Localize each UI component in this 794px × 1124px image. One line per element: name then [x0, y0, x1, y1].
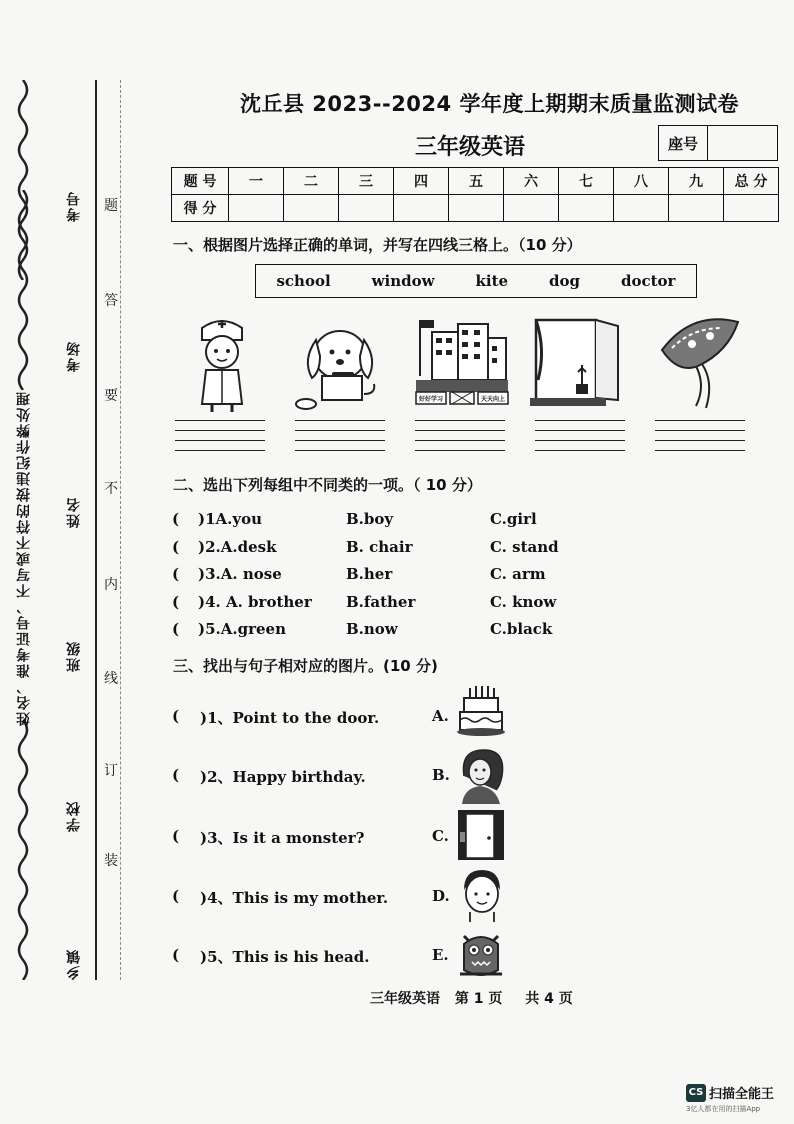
score-header-cell: 一: [229, 168, 284, 195]
score-table-score-row: [172, 195, 779, 222]
match-sentence: )2、Happy birthday.: [200, 768, 366, 786]
answer-paren[interactable]: (: [172, 766, 180, 784]
match-sentence: )4、This is my mother.: [200, 889, 389, 907]
match-sentence: )5、This is his head.: [200, 948, 370, 966]
score-header-cell: 九: [669, 168, 724, 195]
score-row-label: 得 分: [172, 195, 229, 222]
score-cell[interactable]: [559, 195, 614, 222]
score-table-header-row: [172, 168, 779, 195]
answer-paren[interactable]: (: [172, 565, 180, 583]
dog-picture: [292, 310, 392, 415]
footer-total: 共 4 页: [525, 991, 573, 1007]
answer-paren[interactable]: (: [172, 827, 180, 845]
question-option-c: C. stand: [490, 538, 559, 556]
exam-title: 沈丘县 2023--2024 学年度上期期末质量监测试卷: [240, 92, 739, 116]
seal-word-1: 装: [104, 853, 118, 869]
seat-number-label: 座号: [659, 126, 708, 160]
question-option-b: B.boy: [346, 510, 394, 528]
match-option-label: E.: [432, 946, 449, 964]
seal-word-4: 内: [104, 577, 118, 593]
field-label-name: 姓名: [66, 496, 82, 528]
score-cell[interactable]: [394, 195, 449, 222]
seal-word-3: 线: [104, 671, 118, 687]
answer-paren[interactable]: (: [172, 593, 180, 611]
school-sign-right: 天天向上: [480, 396, 506, 403]
match-option-label: A.: [432, 707, 449, 725]
wavy-border-bottom: [12, 720, 34, 980]
seal-word-7: 答: [104, 293, 118, 309]
field-label-class: 班级: [66, 640, 82, 672]
binding-dashed-line: [120, 80, 121, 980]
scanner-watermark: [686, 1082, 774, 1114]
seat-number-field[interactable]: [708, 126, 777, 160]
writing-lines-1[interactable]: [175, 420, 265, 460]
score-cell[interactable]: [724, 195, 779, 222]
door-picture: [456, 806, 506, 864]
question-option-a: )4. A. brother: [198, 593, 312, 611]
question-option-b: B.now: [346, 620, 398, 638]
window-picture: [522, 310, 622, 415]
section-1-heading: 一、根据图片选择正确的单词，并写在四线三格上。（10 分）: [173, 236, 582, 254]
birthday-cake-picture: [456, 684, 506, 742]
section-2-heading: 二、选出下列每组中不同类的一项。（ 10 分）: [173, 476, 482, 494]
score-cell[interactable]: [614, 195, 669, 222]
score-header-cell: 三: [339, 168, 394, 195]
watermark-tagline: 3亿人都在用的扫描App: [686, 1105, 761, 1113]
footer-subject: 三年级英语: [370, 991, 440, 1007]
question-option-c: C. arm: [490, 565, 546, 583]
answer-paren[interactable]: (: [172, 707, 180, 725]
word-bank-item: dog: [549, 272, 581, 290]
field-label-exam-number: 考号: [66, 190, 82, 222]
word-bank-item: school: [276, 272, 331, 290]
answer-paren[interactable]: (: [172, 887, 180, 905]
school-sign-left: 好好学习: [418, 396, 444, 403]
question-option-a: )5.A.green: [198, 620, 287, 638]
section-3-heading: 三、找出与句子相对应的图片。(10 分): [173, 657, 438, 675]
score-cell[interactable]: [449, 195, 504, 222]
wavy-border-mid: [12, 190, 34, 390]
seal-word-5: 不: [104, 481, 118, 497]
binding-notice: 姓名、准考证号、不写或不符的按违纪作弊处理: [16, 390, 32, 726]
question-option-a: )2.A.desk: [198, 538, 277, 556]
doctor-picture: [172, 310, 272, 415]
seal-word-2: 订: [104, 763, 118, 779]
score-cell[interactable]: [669, 195, 724, 222]
footer-page: 第 1 页: [454, 991, 503, 1007]
writing-lines-4[interactable]: [535, 420, 625, 460]
seat-number-box[interactable]: [658, 125, 778, 161]
match-option-label: D.: [432, 887, 450, 905]
match-option-label: B.: [432, 766, 450, 784]
score-header-cell: 四: [394, 168, 449, 195]
match-option-label: C.: [432, 827, 449, 845]
word-bank-item: window: [371, 272, 435, 290]
score-cell[interactable]: [339, 195, 394, 222]
school-picture: [412, 310, 512, 415]
score-cell[interactable]: [229, 195, 284, 222]
score-table: [171, 167, 779, 222]
writing-lines-5[interactable]: [655, 420, 745, 460]
exam-subtitle: 三年级英语: [415, 135, 526, 160]
kite-picture: [652, 310, 752, 415]
field-label-school: 学校: [66, 800, 82, 832]
seal-word-6: 要: [104, 388, 118, 404]
boy-head-picture: [456, 866, 506, 924]
score-header-cell: 八: [614, 168, 669, 195]
answer-paren[interactable]: (: [172, 620, 180, 638]
field-label-township: 乡镇: [66, 948, 82, 980]
question-option-a: )3.A. nose: [198, 565, 282, 583]
word-bank: [255, 264, 697, 298]
score-cell[interactable]: [284, 195, 339, 222]
question-option-b: B.father: [346, 593, 416, 611]
answer-paren[interactable]: (: [172, 510, 180, 528]
question-option-c: C.girl: [490, 510, 537, 528]
score-header-cell: 总 分: [724, 168, 779, 195]
answer-paren[interactable]: (: [172, 538, 180, 556]
score-header-cell: 二: [284, 168, 339, 195]
question-option-c: C. know: [490, 593, 557, 611]
writing-lines-2[interactable]: [295, 420, 385, 460]
word-bank-item: kite: [475, 272, 509, 290]
field-label-exam-room: 考场: [66, 340, 82, 372]
monster-picture: [456, 924, 506, 982]
score-header-cell: 五: [449, 168, 504, 195]
seal-word-8: 题: [104, 198, 118, 214]
score-header-cell: 六: [504, 168, 559, 195]
score-header-cell: 题 号: [172, 168, 229, 195]
camscanner-icon: CS: [686, 1084, 706, 1102]
question-option-a: )1A.you: [198, 510, 263, 528]
match-sentence: )1、Point to the door.: [200, 709, 380, 727]
score-header-cell: 七: [559, 168, 614, 195]
score-cell[interactable]: [504, 195, 559, 222]
watermark-name: 扫描全能王: [709, 1087, 775, 1102]
word-bank-item: doctor: [620, 272, 676, 290]
mother-picture: [456, 746, 506, 804]
question-option-b: B.her: [346, 565, 393, 583]
writing-lines-3[interactable]: [415, 420, 505, 460]
binding-line-left: [95, 80, 97, 980]
page-footer: [370, 988, 573, 1008]
question-option-c: C.black: [490, 620, 553, 638]
question-option-b: B. chair: [346, 538, 413, 556]
answer-paren[interactable]: (: [172, 946, 180, 964]
match-sentence: )3、Is it a monster?: [200, 829, 365, 847]
